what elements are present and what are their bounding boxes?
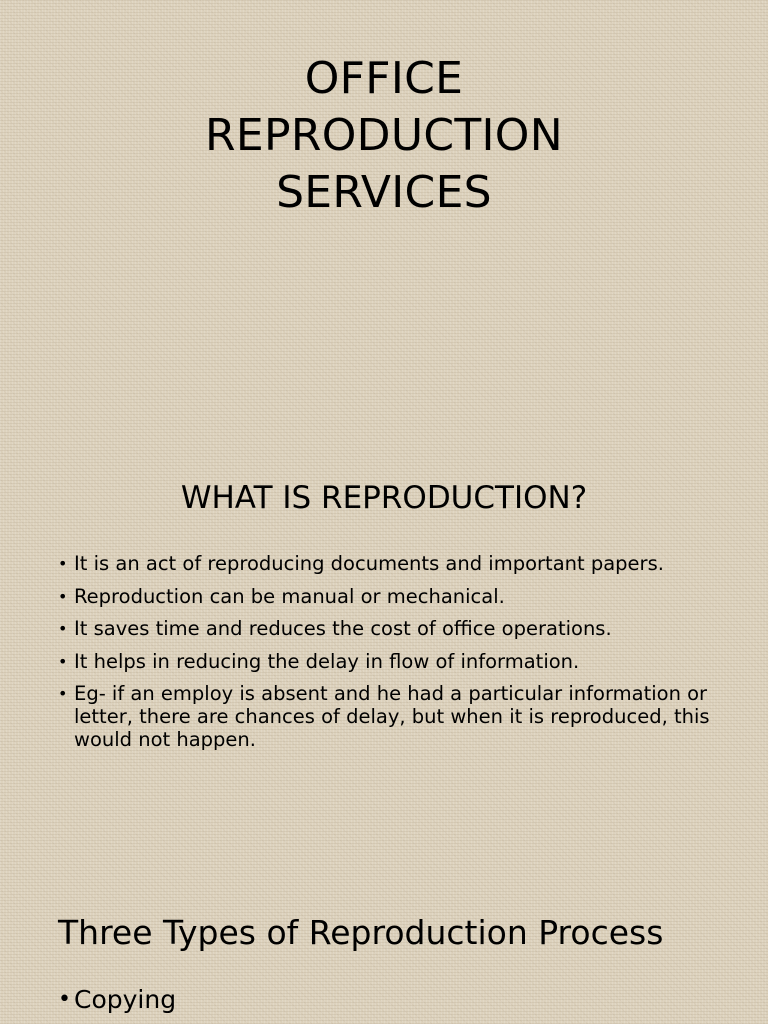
list-item-text: It saves time and reduces the cost of office operations. <box>74 617 612 640</box>
slide-title <box>0 0 768 256</box>
list-item-text: Reproduction can be manual or mechanical. <box>74 584 505 608</box>
list-item <box>58 682 718 751</box>
bullet-icon: • <box>58 619 68 638</box>
list-item <box>58 984 176 1016</box>
bullet-icon: • <box>58 554 68 573</box>
list-item <box>58 585 718 608</box>
list-item <box>58 617 718 640</box>
bullet-list <box>58 552 718 761</box>
list-item <box>58 552 718 575</box>
title-line-2: REPRODUCTION <box>205 110 563 161</box>
bullet-icon: • <box>58 651 68 671</box>
slide-what-is-reproduction <box>0 440 768 820</box>
slide-heading: Three Types of Reproduction Process <box>58 913 664 952</box>
bullet-icon: • <box>58 684 68 703</box>
list-item-text: It helps in reducing the delay in flow of information. <box>74 649 580 673</box>
title-line-3: SERVICES <box>276 167 492 218</box>
list-item-text: Copying <box>74 985 177 1014</box>
slide-three-types <box>0 892 768 1024</box>
slide-title-heading <box>0 50 768 221</box>
bullet-icon: • <box>58 586 68 606</box>
title-line-1: OFFICE <box>304 53 464 104</box>
slide-heading: WHAT IS REPRODUCTION? <box>180 480 588 516</box>
list-item-text: It is an act of reproducing documents and important papers. <box>74 552 664 575</box>
list-item <box>58 650 718 673</box>
type-list <box>58 984 176 1016</box>
bullet-icon: • <box>58 987 71 1012</box>
list-item-text: Eg- if an employ is absent and he had a particular information or letter, there are chances of delay, but when it is reproduced, this would not happen. <box>74 682 710 751</box>
